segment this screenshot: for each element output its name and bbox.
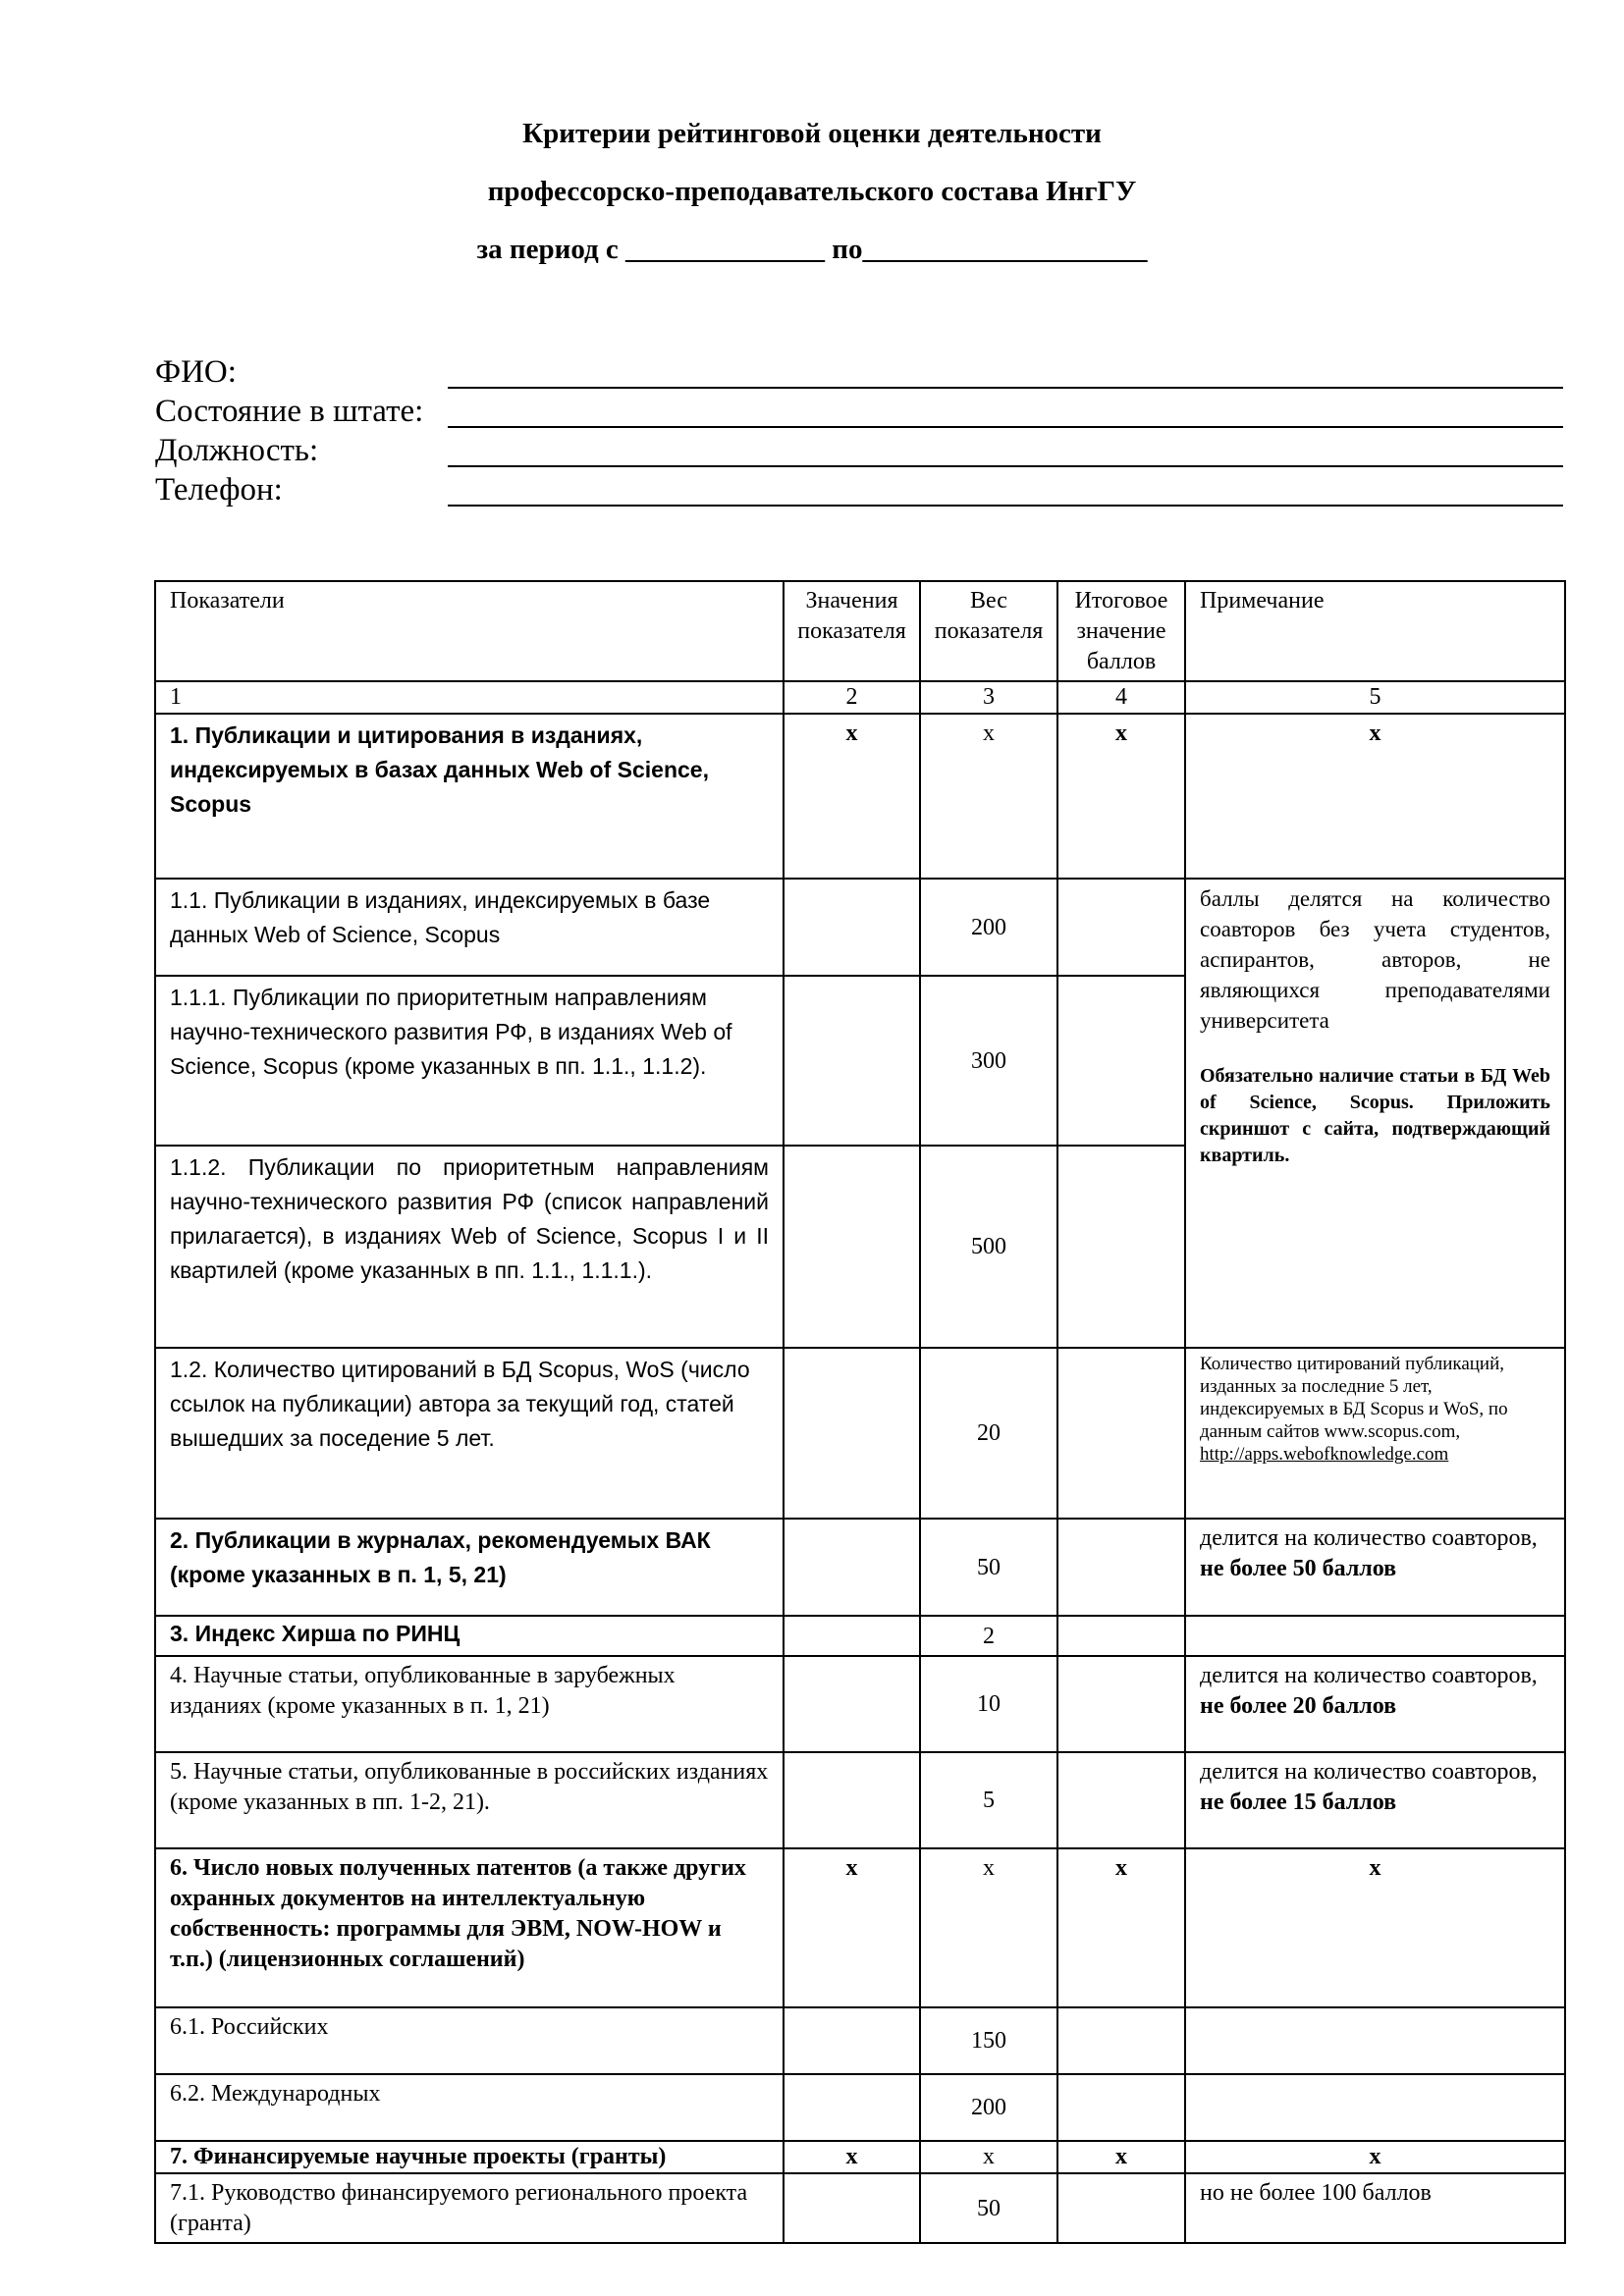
note-cell	[1185, 2007, 1565, 2074]
value-cell[interactable]	[784, 1348, 920, 1519]
phone-label: Телефон:	[155, 472, 283, 507]
row-7-1-title: 7.1. Руководство финансируемого регионального проекта (гранта)	[155, 2173, 784, 2243]
row-1-2-title: 1.2. Количество цитирований в БД Scopus, WoS (число ссылок на публикации) автора за текущий год, статей вышедших за поседение 5 лет.	[155, 1348, 784, 1519]
table-row	[155, 1348, 1565, 1519]
column-number-row	[155, 681, 1565, 714]
row-1-1-1-title: 1.1.1. Публикации по приоритетным направлениям научно-технического развития РФ, в изданиях Web of Science, Scopus (кроме указанных в пп. 1.1., 1.1.2).	[155, 976, 784, 1146]
row-6-title: 6. Число новых полученных патентов (а также других охранных документов на интеллектуальную собственность: программы для ЭВМ, NOW-HOW и т.п.) (лицензионных соглашений)	[155, 1848, 784, 2007]
weight-cell: 200	[920, 2074, 1057, 2141]
rating-criteria-table	[154, 580, 1566, 2244]
weight-cell: 150	[920, 2007, 1057, 2074]
row-1-1-2-title: 1.1.2. Публикации по приоритетным направлениям научно-технического развития РФ (список направлений прилагается), в изданиях Web of Science, Scopus I и II квартилей (кроме указанных в пп. 1.1., 1.1.1.).	[155, 1146, 784, 1348]
position-row	[155, 431, 1563, 470]
weight-cell: 2	[920, 1616, 1057, 1656]
weight-cell: 50	[920, 1519, 1057, 1616]
total-cell[interactable]	[1057, 1146, 1185, 1348]
note-text: делится на количество соавторов,	[1200, 1759, 1538, 1785]
mark-cell: x	[784, 2141, 920, 2173]
document-period-line: за период с ______________ по____________________	[476, 234, 1148, 265]
row-4-note	[1185, 1656, 1565, 1752]
total-cell[interactable]	[1057, 1656, 1185, 1752]
weight-cell: 5	[920, 1752, 1057, 1848]
header-total: Итоговое значение баллов	[1057, 581, 1185, 681]
value-cell[interactable]	[784, 2173, 920, 2243]
fio-field[interactable]	[448, 387, 1563, 389]
total-cell[interactable]	[1057, 879, 1185, 976]
mark-cell: x	[1185, 1848, 1565, 2007]
value-cell[interactable]	[784, 1656, 920, 1752]
row-1-title: 1. Публикации и цитирования в изданиях, индексируемых в базах данных Web of Science, Scopus	[155, 714, 784, 879]
row-1-2-note	[1185, 1348, 1565, 1519]
mark-cell: x	[1185, 714, 1565, 879]
status-field[interactable]	[448, 426, 1563, 428]
table-row	[155, 2141, 1565, 2173]
document-title-line2: профессорско-преподавательского состава ИнгГУ	[487, 176, 1137, 207]
row-1-1-title: 1.1. Публикации в изданиях, индексируемых в базе данных Web of Science, Scopus	[155, 879, 784, 976]
col-number: 1	[155, 681, 784, 714]
value-cell[interactable]	[784, 1752, 920, 1848]
total-cell[interactable]	[1057, 1752, 1185, 1848]
col-number: 3	[920, 681, 1057, 714]
note-text: делится на количество соавторов,	[1200, 1525, 1538, 1551]
mark-cell: x	[1057, 714, 1185, 879]
table-row	[155, 1848, 1565, 2007]
table-row	[155, 1752, 1565, 1848]
table-row	[155, 1616, 1565, 1656]
note-bold-text: не более 50 баллов	[1200, 1556, 1397, 1581]
row-7-1-note: но не более 100 баллов	[1185, 2173, 1565, 2243]
col-number: 5	[1185, 681, 1565, 714]
value-cell[interactable]	[784, 976, 920, 1146]
table-row	[155, 879, 1565, 976]
note-cell	[1185, 1616, 1565, 1656]
row-6-1-title: 6.1. Российских	[155, 2007, 784, 2074]
total-cell[interactable]	[1057, 976, 1185, 1146]
value-cell[interactable]	[784, 1146, 920, 1348]
value-cell[interactable]	[784, 1519, 920, 1616]
total-cell[interactable]	[1057, 1519, 1185, 1616]
phone-row	[155, 470, 1563, 509]
col-number: 2	[784, 681, 920, 714]
row-5-title: 5. Научные статьи, опубликованные в российских изданиях (кроме указанных в пп. 1-2, 21).	[155, 1752, 784, 1848]
total-cell[interactable]	[1057, 1348, 1185, 1519]
header-weight: Вес показателя	[920, 581, 1057, 681]
value-cell[interactable]	[784, 2007, 920, 2074]
row-2-note	[1185, 1519, 1565, 1616]
table-row	[155, 1519, 1565, 1616]
note-bold-text: не более 15 баллов	[1200, 1789, 1397, 1815]
total-cell[interactable]	[1057, 2173, 1185, 2243]
row-1-1-note	[1185, 879, 1565, 1348]
position-label: Должность:	[155, 433, 319, 468]
header-indicators: Показатели	[155, 581, 784, 681]
row-2-title: 2. Публикации в журналах, рекомендуемых ВАК (кроме указанных в п. 1, 5, 21)	[155, 1519, 784, 1616]
status-row	[155, 392, 1563, 431]
note-bold-text: не более 20 баллов	[1200, 1693, 1397, 1719]
fio-label: ФИО:	[155, 354, 237, 390]
weight-cell: 500	[920, 1146, 1057, 1348]
phone-field[interactable]	[448, 505, 1563, 507]
webofknowledge-link[interactable]: http://apps.webofknowledge.com	[1200, 1444, 1449, 1465]
value-cell[interactable]	[784, 1616, 920, 1656]
table-header-row	[155, 581, 1565, 681]
header-note: Примечание	[1185, 581, 1565, 681]
table-row	[155, 2173, 1565, 2243]
status-label: Состояние в штате:	[155, 394, 424, 429]
weight-cell: 200	[920, 879, 1057, 976]
header-values: Значения показателя	[784, 581, 920, 681]
fio-row	[155, 352, 1563, 392]
row-3-title: 3. Индекс Хирша по РИНЦ	[155, 1616, 784, 1656]
note-bold-text: Обязательно наличие статьи в БД Web of Science, Scopus. Приложить скриншот с сайта, подтверждающий квартиль.	[1200, 1065, 1550, 1166]
note-text: баллы делятся на количество соавторов без учета студентов, аспирантов, авторов, не являющихся преподавателями университета	[1200, 886, 1550, 1033]
row-7-title: 7. Финансируемые научные проекты (гранты)	[155, 2141, 784, 2173]
mark-cell: x	[920, 2141, 1057, 2173]
weight-cell: 10	[920, 1656, 1057, 1752]
value-cell[interactable]	[784, 879, 920, 976]
note-text: делится на количество соавторов,	[1200, 1663, 1538, 1688]
mark-cell: x	[784, 1848, 920, 2007]
weight-cell: 50	[920, 2173, 1057, 2243]
mark-cell: x	[1057, 1848, 1185, 2007]
total-cell[interactable]	[1057, 2074, 1185, 2141]
total-cell[interactable]	[1057, 1616, 1185, 1656]
table-row	[155, 1656, 1565, 1752]
position-field[interactable]	[448, 465, 1563, 467]
table-row	[155, 2007, 1565, 2074]
row-4-title: 4. Научные статьи, опубликованные в зарубежных изданиях (кроме указанных в п. 1, 21)	[155, 1656, 784, 1752]
document-title-line1: Критерии рейтинговой оценки деятельности	[522, 118, 1102, 149]
note-text: Количество цитирований публикаций, изданных за последние 5 лет, индексируемых в БД Scopus и WoS, по данным сайтов www.scopus.com,	[1200, 1354, 1508, 1442]
mark-cell: x	[1185, 2141, 1565, 2173]
mark-cell: x	[784, 714, 920, 879]
note-cell	[1185, 2074, 1565, 2141]
row-6-2-title: 6.2. Международных	[155, 2074, 784, 2141]
weight-cell: 300	[920, 976, 1057, 1146]
total-cell[interactable]	[1057, 2007, 1185, 2074]
col-number: 4	[1057, 681, 1185, 714]
value-cell[interactable]	[784, 2074, 920, 2141]
row-5-note	[1185, 1752, 1565, 1848]
mark-cell: x	[1057, 2141, 1185, 2173]
weight-cell: 20	[920, 1348, 1057, 1519]
table-row	[155, 714, 1565, 879]
table-row	[155, 2074, 1565, 2141]
mark-cell: x	[920, 1848, 1057, 2007]
mark-cell: x	[920, 714, 1057, 879]
